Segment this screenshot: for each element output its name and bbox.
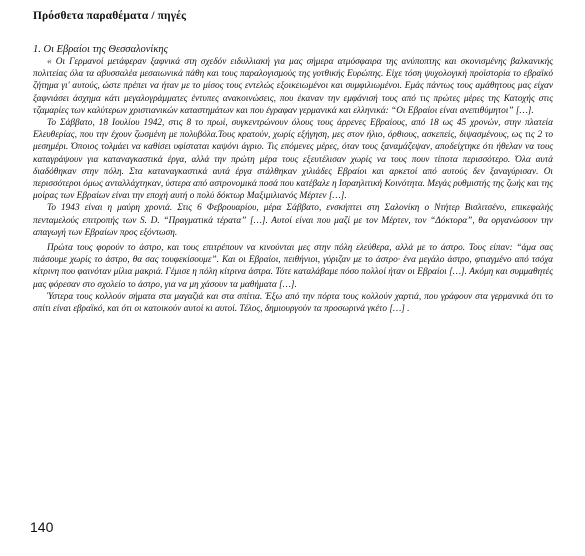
paragraph: Το 1943 είναι η μαύρη χρονιά. Στις 6 Φεβρουαρίου, μέρα Σάββατο, ενσκήπτει στη Σαλονίκη ο Ντήτερ Βισλιτσένυ, επικεφαλής πενταμελούς επιτροπής των S. D. “Πραγματικά τέρατα” […]. Αυτοί είναι που μαζί με τον Μέρτεν, τον “Δόκτορα”, θα οργανώσουν την απαγωγή των Εβραίων προς εξόντωση. <box>33 203 553 238</box>
paragraph: Το Σάββατο, 18 Ιουλίου 1942, στις 8 το πρωί, συγκεντρώνουν όλους τους άρρενες Εβραίους, από 18 ως 45 χρονών, στην πλατεία Ελευθερίας, που την έχουν ζωσμένη με πολυβόλα.Τους κρατούν, χωρίς εξήγηση, μες στον ήλιο, όρθιους, ασκεπείς, διψασμένους, ως τις 2 το μεσημέρι. Όποιος τολμάει να καθίσει υφίσταται καψόνι άγριο. Τις επόμενες μέρες, όταν τους ξαναμάζεψαν, αποδείχτηκε ότι ήθελαν να τους καταγράψουν για καταναγκαστικά έργα, αλλά την πρώτη μέρα τους εξευτέλισαν χωρίς να τους πουν τίποτα περισσότερο. Όλα αυτά διαδόθηκαν στην πόλη. Στα καταναγκαστικά αυτά έργα στάλθηκαν χιλιάδες Εβραίοι και αρκετοί από αυτούς δεν ξαναγύρισαν. Οι περισσότεροι όμως ανταλλάχτηκαν, ύστερα από αστρονομικά ποσά που κατέβαλε η Ισραηλιτική Κοινότητα. Μεγάς ρυθμιστής της ζωής και της μοίρας των Εβραίων είναι την εποχή αυτή ο πολύ δόκτωρ Μαξιμιλιανός Μέρτεν […]. <box>33 118 553 202</box>
paragraph: « Οι Γερμανοί μετάφεραν ξαφνικά στη σχεδόν ειδυλλιακή για μας σήμερα ατμόσφαιρα της ανύποπτης και σκονισμένης βαλκανικής πολιτείας όλα τα αβυσσαλέα μεσαιωνικά πάθη και τους παραλογισμούς της γοτθικής Ευρώπης. Είχε τόση ψυχολογική προϊστορία το εβραϊκό ζήτημα γι' αυτούς, ώστε πρέπει να ήταν με το μίσος τους εντελώς εξοικειωμένοι και συμφιλιωμένοι. Εμάς πάντως τους αμάθητους μας είχαν ξαφνιάσει άσχημα κάτι μεγαλογράμματες έντυπες ανακοινώσεις, που έκαναν την εμφάνισή τους από τις πρώτες μέρες της Κατοχής στις τζαμαρίες των καλύτερων χριστιανικών καταστημάτων και που έγραφαν γερμανικά και ελληνικά: “Οι Εβραίοι είναι ανεπιθύμητοι” […]. <box>33 57 553 116</box>
subsection-heading: 1. Οι Εβραίοι της Θεσσαλονίκης <box>33 44 168 55</box>
page-number: 140 <box>30 519 54 535</box>
section-header: Πρόσθετα παραθέματα / πηγές <box>33 10 187 22</box>
paragraph: Πρώτα τους φορούν το άστρο, και τους επιτρέπουν να κινούνται μες στην πόλη ελεύθερα, αλλά με το άστρο. Τους είπαν: “άμα σας πιάσουμε χωρίς το άστρο, θα σας τουφεκίσουμε”. Και οι Εβραίοι, πειθήνιοι, γύριζαν με το άστρο· ένα μεγάλο άστρο, φτιαγμένο από τσόχα κίτρινη που φαινόταν μίλια μακριά. Γέμισε η πόλη κίτρινα άστρα. Τότε καταλάβαμε πόσο πολλοί ήταν οι Εβραίοι […]. Ακόμη και συμμαθητές μας φόρεσαν στο σχολείο το άστρο, για να μη χάσουν τα μαθήματα […]. <box>33 243 553 290</box>
quoted-passage <box>33 56 553 315</box>
paragraph: Ύστερα τους κολλούν σήματα στα μαγαζιά και στα σπίτια. Έξω από την πόρτα τους κολλούν χαρτιά, που γράφουν στα γερμανικά ότι το σπίτι είναι εβραϊκό, και ότι οι κατοικούν αυτοί κι αυτοί. Τέλος, δημιουργούν τα προσωρινά γκέτο […] . <box>33 291 553 315</box>
